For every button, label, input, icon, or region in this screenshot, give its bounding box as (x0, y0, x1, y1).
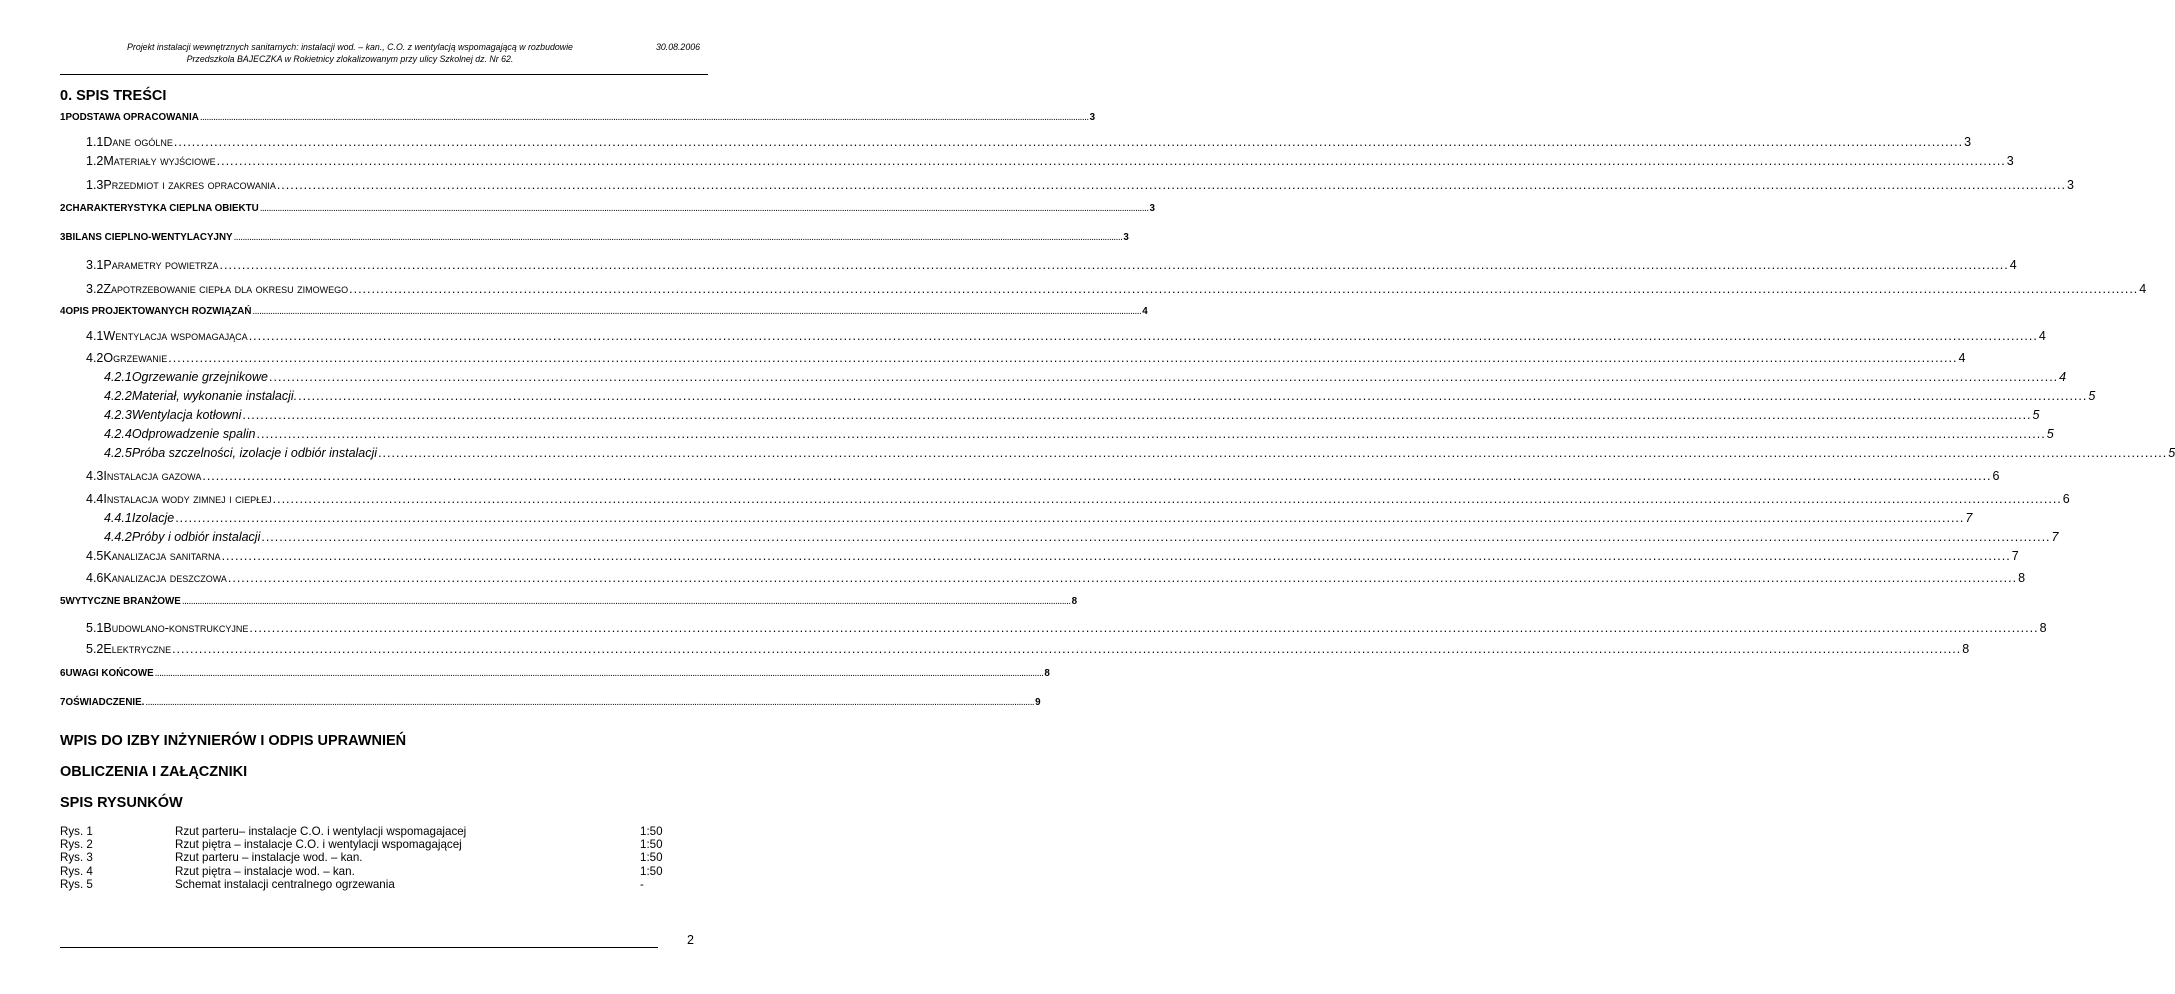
toc-entry-title: Zapotrzebowanie ciepła dla okresu zimowego (103, 282, 349, 296)
toc-dot-leader: ................................................................................................................................................................................................................................................................................................................................................................................................................ (378, 446, 2168, 460)
heading-wpis: WPIS DO IZBY INŻYNIERÓW I ODPIS UPRAWNIEŃ (60, 733, 407, 749)
header-title-line-1: Projekt instalacji wewnętrznych sanitarnych: instalacji wod. – kan., C.O. z wentylacją wspomagającą w rozbudowie (127, 42, 573, 52)
toc-entry-title: Izolacje (131, 511, 175, 525)
drawing-row (60, 878, 700, 891)
drawing-description: Rzut parteru– instalacje C.O. i wentylacji wspomagajacej (175, 825, 467, 838)
drawing-row (60, 825, 700, 838)
toc-entry-number: 4.4.1 (104, 511, 132, 525)
toc-entry-number: 4.3 (86, 469, 104, 483)
toc-entry-number: 4.5 (86, 549, 104, 563)
toc-entry-page: 3 (2067, 178, 2074, 192)
toc-dot-leader: ................................................................................................................................................................................................................................................................................................................................................................................................................ (349, 282, 2139, 296)
toc-entry[interactable] (104, 370, 2067, 384)
toc-entry-page: 3 (1123, 232, 1129, 243)
drawing-number: Rys. 3 (60, 851, 93, 865)
drawing-scale: 1:50 (640, 838, 663, 852)
toc-entry-number: 3 (60, 232, 66, 243)
toc-entry-page: 6 (2062, 492, 2070, 506)
toc-entry-page: 4 (1142, 306, 1148, 317)
toc-entry[interactable] (60, 232, 1129, 243)
toc-entry[interactable] (86, 258, 2017, 272)
drawing-description: Rzut parteru – instalacje wod. – kan. (175, 851, 363, 865)
toc-dot-leader: ................................................................................................................................................................................................................................................................................................................................................................................................................ (175, 511, 1965, 525)
drawing-number: Rys. 4 (60, 864, 93, 878)
toc-entry-title: OŚWIADCZENIE. (65, 697, 145, 708)
footer-divider (60, 947, 658, 948)
toc-entry[interactable] (60, 112, 1096, 123)
toc-entry-page: 3 (1089, 112, 1096, 123)
drawing-row (60, 851, 700, 864)
toc-dot-leader: ................................................................................................................................................................................................................................................................................................................................................................................................................ (269, 370, 2059, 384)
toc-entry[interactable] (86, 621, 2047, 635)
drawing-description: Rzut piętra – instalacje C.O. i wentylacji wspomagającej (175, 838, 462, 852)
toc-entry-number: 5.1 (86, 621, 104, 635)
toc-entry[interactable] (86, 329, 2046, 343)
toc-entry-title: Parametry powietrza (103, 258, 219, 272)
toc-entry[interactable] (86, 549, 2019, 563)
page-header (60, 41, 708, 75)
toc-entry-number: 4.2 (86, 351, 104, 365)
drawing-row (60, 865, 700, 878)
toc-dot-leader: ................................................................................................................................................................................................................................................................................................................................................................................................................ (216, 154, 2006, 168)
drawing-row (60, 838, 700, 851)
toc-entry[interactable] (86, 135, 1972, 149)
toc-entry-title: BILANS CIEPLNO-WENTYLACYJNY (65, 232, 233, 243)
drawing-description: Rzut piętra – instalacje wod. – kan. (175, 864, 355, 878)
toc-entry-page: 3 (1964, 135, 1972, 149)
toc-dot-leader: ................................................................................................................................................................................................................................................................................................................................................................................................................ (168, 351, 1958, 365)
toc-dot-leader: ................................................................................................................................................................................................................................................................................................................................................................................................................ (219, 258, 2009, 272)
toc-entry[interactable] (86, 642, 1970, 656)
toc-dot-leader: ................................................................................................................................................................................................................................................................................................................................................................................................................ (276, 178, 2066, 192)
toc-entry-number: 4.2.4 (104, 427, 132, 441)
toc-entry-title: Kanalizacja sanitarna (103, 549, 221, 563)
toc-entry[interactable] (86, 154, 2014, 168)
toc-entry[interactable] (104, 511, 1973, 525)
toc-dot-leader: ................................................................................................................................................................................................................................................................................................................................................................................................................ (298, 389, 2088, 403)
toc-entry[interactable] (104, 530, 2059, 544)
page-number: 2 (687, 933, 694, 947)
toc-entry-number: 1.1 (86, 135, 104, 149)
toc-entry-page: 9 (1035, 697, 1041, 708)
toc-dot-leader: ................................................................................................................................................................................................................................................................................................................................................................................................................ (261, 530, 2051, 544)
toc-dot-leader: ................................................................................................................................................................................................................................................................................................................................................................................................................ (252, 306, 1142, 317)
header-title-line-2: Przedszkola BAJECZKA w Rokietnicy zlokalizowanym przy ulicy Szkolnej dz. Nr 62. (186, 54, 514, 64)
toc-entry-page: 4 (2059, 370, 2067, 384)
drawing-scale: - (640, 877, 644, 891)
toc-dot-leader: ................................................................................................................................................................................................................................................................................................................................................................................................................ (181, 596, 1071, 607)
toc-entry-title: Kanalizacja deszczowa (103, 571, 227, 585)
toc-entry-title: Instalacja gazowa (103, 469, 202, 483)
toc-dot-leader: ................................................................................................................................................................................................................................................................................................................................................................................................................ (199, 112, 1089, 123)
toc-entry[interactable] (104, 389, 2096, 403)
toc-entry-title: UWAGI KOŃCOWE (65, 668, 154, 679)
toc-entry-title: Próby i odbiór instalacji (131, 530, 261, 544)
toc-entry-number: 7 (60, 697, 66, 708)
toc-dot-leader: ................................................................................................................................................................................................................................................................................................................................................................................................................ (172, 642, 1962, 656)
toc-entry-page: 5 (2168, 446, 2175, 460)
toc-entry-page: 4 (2009, 258, 2017, 272)
toc-entry-page: 6 (1992, 469, 2000, 483)
drawing-description: Schemat instalacji centralnego ogrzewania (175, 877, 395, 891)
toc-dot-leader: ................................................................................................................................................................................................................................................................................................................................................................................................................ (233, 232, 1123, 243)
toc-entry-number: 5.2 (86, 642, 104, 656)
toc-dot-leader: ................................................................................................................................................................................................................................................................................................................................................................................................................ (248, 329, 2038, 343)
toc-entry-page: 7 (1965, 511, 1973, 525)
toc-entry-number: 5 (60, 596, 66, 607)
toc-entry-number: 1.2 (86, 154, 104, 168)
toc-entry[interactable] (86, 571, 2026, 585)
toc-entry-number: 4.2.2 (104, 389, 132, 403)
toc-entry[interactable] (104, 446, 2175, 460)
toc-dot-leader: ................................................................................................................................................................................................................................................................................................................................................................................................................ (272, 492, 2062, 506)
toc-entry-number: 4.4 (86, 492, 104, 506)
toc-entry-title: Materiały wyjściowe (103, 154, 216, 168)
toc-heading: 0. SPIS TREŚCI (60, 88, 167, 104)
toc-entry[interactable] (60, 203, 1155, 214)
toc-entry-page: 8 (2018, 571, 2026, 585)
toc-entry-title: Elektryczne (103, 642, 172, 656)
toc-entry-number: 2 (60, 203, 66, 214)
header-date: 30.08.2006 (655, 42, 700, 52)
toc-entry-number: 3.2 (86, 282, 104, 296)
toc-entry[interactable] (104, 427, 2054, 441)
toc-entry[interactable] (60, 306, 1148, 317)
toc-entry[interactable] (86, 351, 1966, 365)
toc-entry-number: 4.2.1 (104, 370, 132, 384)
toc-entry-title: OPIS PROJEKTOWANYCH ROZWIĄZAŃ (65, 306, 252, 317)
drawing-scale: 1:50 (640, 825, 663, 838)
toc-entry-title: WYTYCZNE BRANŻOWE (65, 596, 181, 607)
header-divider (60, 74, 708, 75)
toc-entry-number: 1.3 (86, 178, 104, 192)
toc-entry-page: 4 (2139, 282, 2147, 296)
toc-entry-title: Ogrzewanie grzejnikowe (131, 370, 268, 384)
drawing-scale: 1:50 (640, 864, 663, 878)
toc-entry-title: PODSTAWA OPRACOWANIA (65, 112, 199, 123)
toc-dot-leader: ................................................................................................................................................................................................................................................................................................................................................................................................................ (249, 621, 2039, 635)
drawing-scale: 1:50 (640, 851, 663, 865)
toc-entry-page: 5 (2088, 389, 2096, 403)
toc-entry-page: 7 (2011, 549, 2019, 563)
toc-entry[interactable] (60, 697, 1041, 708)
toc-entry[interactable] (60, 596, 1078, 607)
toc-entry-page: 8 (1962, 642, 1970, 656)
drawing-number: Rys. 5 (60, 877, 93, 891)
toc-entry-number: 4.6 (86, 571, 104, 585)
toc-dot-leader: ................................................................................................................................................................................................................................................................................................................................................................................................................ (202, 469, 1992, 483)
toc-entry-page: 4 (2038, 329, 2046, 343)
toc-entry-number: 4.2.3 (104, 408, 132, 422)
toc-entry-number: 6 (60, 668, 66, 679)
toc-entry-page: 8 (1071, 596, 1078, 607)
toc-entry-title: CHARAKTERYSTYKA CIEPLNA OBIEKTU (65, 203, 259, 214)
heading-obliczenia: OBLICZENIA I ZAŁĄCZNIKI (60, 764, 248, 780)
toc-entry-title: Przedmiot i zakres opracowania (103, 178, 276, 192)
drawing-number: Rys. 1 (60, 825, 93, 838)
toc-entry-title: Instalacja wody zimnej i ciepłej (103, 492, 272, 506)
toc-entry-number: 4.1 (86, 329, 104, 343)
toc-entry-page: 5 (2032, 408, 2040, 422)
toc-entry[interactable] (104, 408, 2040, 422)
toc-entry-title: Dane ogólne (103, 135, 173, 149)
toc-dot-leader: ................................................................................................................................................................................................................................................................................................................................................................................................................ (227, 571, 2018, 585)
toc-entry-title: Odprowadzenie spalin (131, 427, 256, 441)
toc-dot-leader: ................................................................................................................................................................................................................................................................................................................................................................................................................ (173, 135, 1964, 149)
toc-entry[interactable] (86, 282, 2147, 296)
toc-entry-page: 4 (1958, 351, 1966, 365)
toc-dot-leader: ................................................................................................................................................................................................................................................................................................................................................................................................................ (145, 697, 1035, 708)
toc-dot-leader: ................................................................................................................................................................................................................................................................................................................................................................................................................ (154, 668, 1044, 679)
toc-dot-leader: ................................................................................................................................................................................................................................................................................................................................................................................................................ (259, 203, 1149, 214)
heading-spis-rysunkow: SPIS RYSUNKÓW (60, 795, 183, 811)
toc-entry-page: 3 (1149, 203, 1155, 214)
toc-entry-title: Budowlano-konstrukcyjne (103, 621, 249, 635)
toc-entry-page: 3 (2006, 154, 2014, 168)
toc-entry-page: 8 (2039, 621, 2047, 635)
toc-entry-number: 4.2.5 (104, 446, 132, 460)
toc-entry-number: 4.4.2 (104, 530, 132, 544)
toc-entry-title: Materiał, wykonanie instalacji. (131, 389, 298, 403)
toc-entry-number: 3.1 (86, 258, 104, 272)
toc-dot-leader: ................................................................................................................................................................................................................................................................................................................................................................................................................ (221, 549, 2011, 563)
toc-dot-leader: ................................................................................................................................................................................................................................................................................................................................................................................................................ (242, 408, 2032, 422)
toc-entry-title: Wentylacja wspomagająca (103, 329, 248, 343)
toc-entry[interactable] (86, 178, 2074, 192)
toc-dot-leader: ................................................................................................................................................................................................................................................................................................................................................................................................................ (256, 427, 2046, 441)
toc-entry[interactable] (60, 668, 1050, 679)
drawing-number: Rys. 2 (60, 838, 93, 852)
toc-entry[interactable] (86, 469, 2000, 483)
toc-entry-title: Wentylacja kotłowni (131, 408, 242, 422)
toc-entry-title: Próba szczelności, izolacje i odbiór instalacji (131, 446, 378, 460)
toc-entry-number: 1 (60, 112, 66, 123)
toc-entry-page: 5 (2046, 427, 2054, 441)
toc-entry[interactable] (86, 492, 2070, 506)
toc-entry-title: Ogrzewanie (103, 351, 168, 365)
toc-entry-number: 4 (60, 306, 66, 317)
toc-entry-page: 7 (2051, 530, 2059, 544)
toc-entry-page: 8 (1044, 668, 1050, 679)
